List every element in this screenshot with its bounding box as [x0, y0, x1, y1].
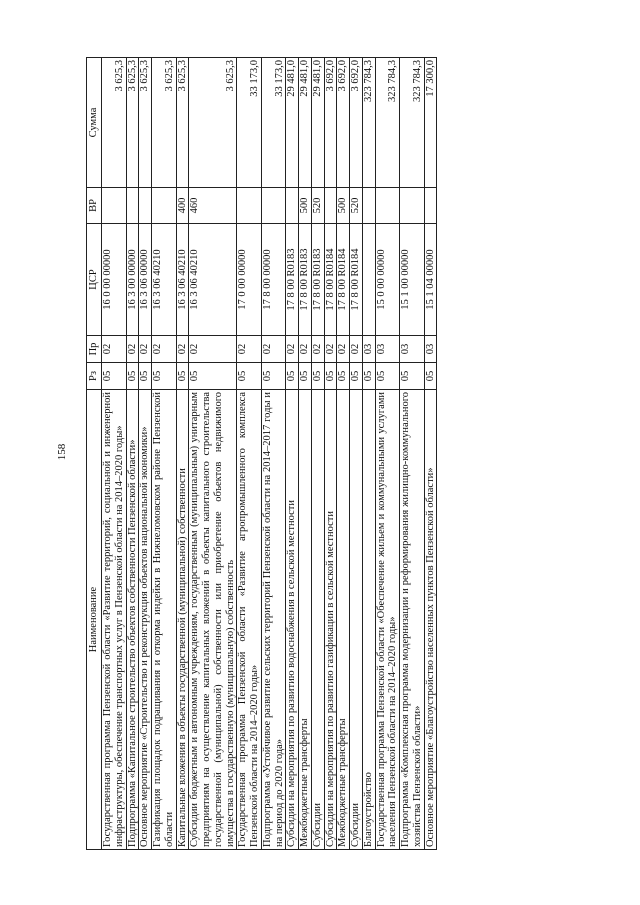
row-rz: 05	[424, 363, 437, 390]
header-name: Наименование	[87, 390, 102, 850]
table-row	[350, 58, 363, 850]
row-vr: 520	[311, 188, 324, 224]
row-pr: 02	[324, 336, 337, 363]
row-name: Субсидии	[350, 390, 363, 850]
header-sum: Сумма	[87, 58, 102, 188]
row-pr: 02	[152, 336, 177, 363]
row-sum: 3 692,0	[337, 58, 350, 188]
header-rz: Рз	[87, 363, 102, 390]
table-row	[189, 58, 237, 850]
table-row	[375, 58, 400, 850]
row-name: Субсидии на мероприятия по развитию водоснабжения в сельской местности	[286, 390, 299, 850]
row-rz: 05	[337, 363, 350, 390]
row-vr	[286, 188, 299, 224]
row-pr: 02	[189, 336, 237, 363]
row-csr: 16 3 06 40210	[176, 224, 189, 336]
row-csr: 17 8 00 R0183	[311, 224, 324, 336]
row-name: Благоустройство	[362, 390, 375, 850]
row-csr: 17 8 00 R0184	[350, 224, 363, 336]
row-sum: 323 784,3	[375, 58, 400, 188]
row-vr	[102, 188, 127, 224]
row-vr	[152, 188, 177, 224]
row-pr: 02	[286, 336, 299, 363]
row-name: Основное мероприятие «Строительство и реконструкция объектов национальной экономики»	[139, 390, 152, 850]
row-pr: 02	[102, 336, 127, 363]
row-name: Подпрограмма «Капитальное строительство объектов собственности Пензенской области»	[126, 390, 139, 850]
row-pr: 02	[299, 336, 312, 363]
table-row	[152, 58, 177, 850]
row-vr: 400	[176, 188, 189, 224]
row-vr	[237, 188, 262, 224]
row-csr: 15 0 00 00000	[375, 224, 400, 336]
row-name: Капитальные вложения в объекты государственной (муниципальной) собственности	[176, 390, 189, 850]
row-name: Субсидии бюджетным и автономным учреждениям, государственным (муниципальным) унитарным предприятиям на осуществление капитальных вложений в объекты капитального строительства государственной (муниципальной) собственности или приобретение объектов недвижимого имущества в государственную (муниципальную) собственность	[189, 390, 237, 850]
row-sum: 3 625,3	[189, 58, 237, 188]
row-rz: 05	[400, 363, 425, 390]
header-vr: ВР	[87, 188, 102, 224]
rotated-table-area	[86, 58, 542, 850]
row-csr: 16 0 00 00000	[102, 224, 127, 336]
row-pr: 02	[139, 336, 152, 363]
row-sum: 3 692,0	[350, 58, 363, 188]
row-pr: 02	[176, 336, 189, 363]
row-pr: 02	[350, 336, 363, 363]
table-row	[424, 58, 437, 850]
row-sum: 3 625,3	[152, 58, 177, 188]
row-vr	[324, 188, 337, 224]
row-rz: 05	[324, 363, 337, 390]
table-row	[337, 58, 350, 850]
row-sum: 323 784,3	[362, 58, 375, 188]
header-pr: Пр	[87, 336, 102, 363]
row-pr: 02	[261, 336, 286, 363]
row-sum: 3 625,3	[176, 58, 189, 188]
row-name: Подпрограмма «Устойчивое развитие сельских территорий Пензенской области на 2014–2017 годы и на период до 2020 года»	[261, 390, 286, 850]
row-csr: 16 3 06 40210	[189, 224, 237, 336]
row-pr: 02	[237, 336, 262, 363]
row-sum: 323 784,3	[400, 58, 425, 188]
table-row	[286, 58, 299, 850]
row-pr: 03	[375, 336, 400, 363]
row-pr: 02	[126, 336, 139, 363]
row-pr: 03	[400, 336, 425, 363]
row-sum: 29 481,0	[299, 58, 312, 188]
row-csr: 17 8 00 R0184	[337, 224, 350, 336]
table-row	[261, 58, 286, 850]
row-name: Государственная программа Пензенской области «Обеспечение жильем и коммунальными услугами населения Пензенской области на 2014–2020 годы»	[375, 390, 400, 850]
row-csr: 15 1 04 00000	[424, 224, 437, 336]
row-pr: 02	[337, 336, 350, 363]
row-rz: 05	[311, 363, 324, 390]
row-csr: 17 8 00 R0183	[299, 224, 312, 336]
row-sum: 17 300,0	[424, 58, 437, 188]
row-vr	[139, 188, 152, 224]
row-name: Подпрограмма «Комплексная программа модернизации и реформирования жилищно-коммунального хозяйства Пензенской области»	[400, 390, 425, 850]
row-pr: 03	[424, 336, 437, 363]
row-vr	[400, 188, 425, 224]
table-row	[299, 58, 312, 850]
table-row	[139, 58, 152, 850]
row-csr: 16 3 06 00000	[139, 224, 152, 336]
row-rz: 05	[152, 363, 177, 390]
row-sum: 3 625,3	[102, 58, 127, 188]
row-sum: 33 173,0	[237, 58, 262, 188]
row-vr	[261, 188, 286, 224]
row-sum: 33 173,0	[261, 58, 286, 188]
row-name: Межбюджетные трансферты	[299, 390, 312, 850]
row-vr	[375, 188, 400, 224]
row-rz: 05	[350, 363, 363, 390]
row-csr: 17 0 00 00000	[237, 224, 262, 336]
table-row	[102, 58, 127, 850]
row-pr: 03	[362, 336, 375, 363]
row-csr: 17 8 00 R0183	[286, 224, 299, 336]
table-row	[311, 58, 324, 850]
row-sum: 3 692,0	[324, 58, 337, 188]
row-sum: 3 625,3	[126, 58, 139, 188]
row-vr: 500	[337, 188, 350, 224]
row-sum: 29 481,0	[286, 58, 299, 188]
row-name: Государственная программа Пензенской области «Развитие агропромышленного комплекса Пензенской области на 2014–2020 годы»	[237, 390, 262, 850]
row-rz: 05	[362, 363, 375, 390]
row-sum: 29 481,0	[311, 58, 324, 188]
row-rz: 05	[176, 363, 189, 390]
row-vr: 460	[189, 188, 237, 224]
row-name: Основное мероприятие «Благоустройство населенных пунктов Пензенской области»	[424, 390, 437, 850]
row-vr	[424, 188, 437, 224]
page-number: 158	[56, 443, 68, 461]
header-row	[87, 58, 102, 850]
table-row	[362, 58, 375, 850]
row-rz: 05	[237, 363, 262, 390]
row-rz: 05	[375, 363, 400, 390]
row-name: Газификация площадок подращивания и откорма индейки в Нижнеломовском районе Пензенской области	[152, 390, 177, 850]
header-csr: ЦСР	[87, 224, 102, 336]
row-csr: 16 3 06 40210	[152, 224, 177, 336]
row-csr: 16 3 00 00000	[126, 224, 139, 336]
row-csr: 17 8 00 R0184	[324, 224, 337, 336]
table-row	[400, 58, 425, 850]
row-csr	[362, 224, 375, 336]
row-rz: 05	[189, 363, 237, 390]
row-vr: 500	[299, 188, 312, 224]
table-row	[176, 58, 189, 850]
table-row	[324, 58, 337, 850]
row-rz: 05	[261, 363, 286, 390]
row-name: Субсидии на мероприятия по развитию газификации в сельской местности	[324, 390, 337, 850]
row-rz: 05	[286, 363, 299, 390]
table-container	[86, 58, 542, 850]
row-vr: 520	[350, 188, 363, 224]
row-csr: 15 1 00 00000	[400, 224, 425, 336]
row-rz: 05	[126, 363, 139, 390]
row-pr: 02	[311, 336, 324, 363]
row-name: Межбюджетные трансферты	[337, 390, 350, 850]
table-row	[237, 58, 262, 850]
row-rz: 05	[299, 363, 312, 390]
row-rz: 05	[102, 363, 127, 390]
row-name: Государственная программа Пензенской области «Развитие территорий, социальной и инженерной инфраструктуры, обеспечение транспортных услуг в Пензенской области на 2014–2020 годы»	[102, 390, 127, 850]
row-vr	[362, 188, 375, 224]
table-row	[126, 58, 139, 850]
row-vr	[126, 188, 139, 224]
row-csr: 17 8 00 00000	[261, 224, 286, 336]
row-sum: 3 625,3	[139, 58, 152, 188]
budget-table	[86, 57, 437, 850]
row-name: Субсидии	[311, 390, 324, 850]
row-rz: 05	[139, 363, 152, 390]
